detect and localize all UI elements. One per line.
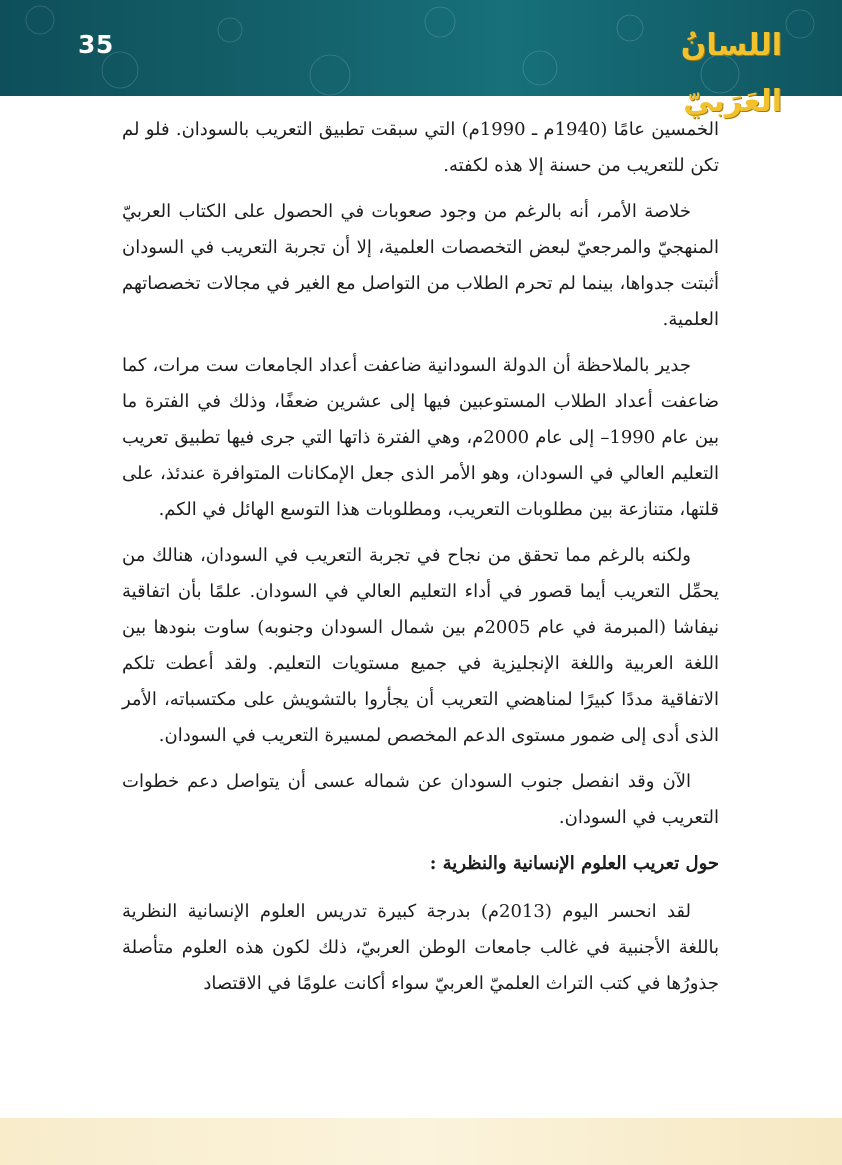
paragraph-4: ولكنه بالرغم مما تحقق من نجاح في تجربة التعريب في السودان، هنالك من يحمِّل التعريب أيما قصور في أداء التعليم العالي في السودان. علمًا بأن اتفاقية نيفاشا (المبرمة في عام 2005م بين شمال السودان وجنوبه) ساوت بنودها بين اللغة العربية واللغة الإنجليزية في جميع مستويات التعليم. ولقد أعطت تلكم الاتفاقية مددًا كبيرًا لمناهضي التعريب أن يجأروا بالتشويش على مكتسباته، الأمر الذى أدى إلى ضمور مستوى الدعم المخصص لمسيرة التعريب في السودان. [122,545,720,746]
page-header [0,0,842,119]
page-footer-band [0,1118,842,1165]
paragraph-6: لقد انحسر اليوم (2013م) بدرجة كبيرة تدريس العلوم الإنسانية النظرية باللغة الأجنبية في غالب جامعات الوطن العربيّ، ذلك لكون هذه العلوم متأصلة جذورُها في كتب التراث العلميّ العربيّ سواء أكانت علومًا في الاقتصاد [122,901,719,994]
paragraph-3: جدير بالملاحظة أن الدولة السودانية ضاعفت أعداد الجامعات ست مرات، كما ضاعفت أعداد الطلاب المستوعبين فيها إلى عشرين ضعفًا، وذلك في الفترة ما بين عام 1990– إلى عام 2000م، وهي الفترة ذاتها التي جرى فيها تطبيق تعريب التعليم العالي في السودان، وهو الأمر الذى جعل الإمكانات المتوافرة عندئذ، على قلتها، متنازعة بين مطلوبات التعريب، ومطلوبات هذا التوسع الهائل في الكم. [122,355,719,520]
page-number: 35 [78,30,114,59]
article-body [122,112,719,1012]
section-heading: حول تعريب العلوم الإنسانية والنظرية : [429,853,719,874]
paragraph-5: الآن وقد انفصل جنوب السودان عن شماله عسى أن يتواصل دعم خطوات التعريب في السودان. [122,771,719,828]
journal-logo: اللسانُ العَرَبيّ [680,28,782,119]
paragraph-1: الخمسين عامًا (1940م ـ 1990م) التي سبقت تطبيق التعريب بالسودان. فلو لم تكن للتعريب من حسنة إلا هذه لكفته. [122,119,719,176]
paragraph-2: خلاصة الأمر، أنه بالرغم من وجود صعوبات في الحصول على الكتاب العربيّ المنهجيّ والمرجعيّ لبعض التخصصات العلمية، إلا أن تجربة التعريب في السودان أثبتت جدواها، بينما لم تحرم الطلاب من التواصل مع الغير في مجالات تخصصاتهم العلمية. [122,201,719,330]
